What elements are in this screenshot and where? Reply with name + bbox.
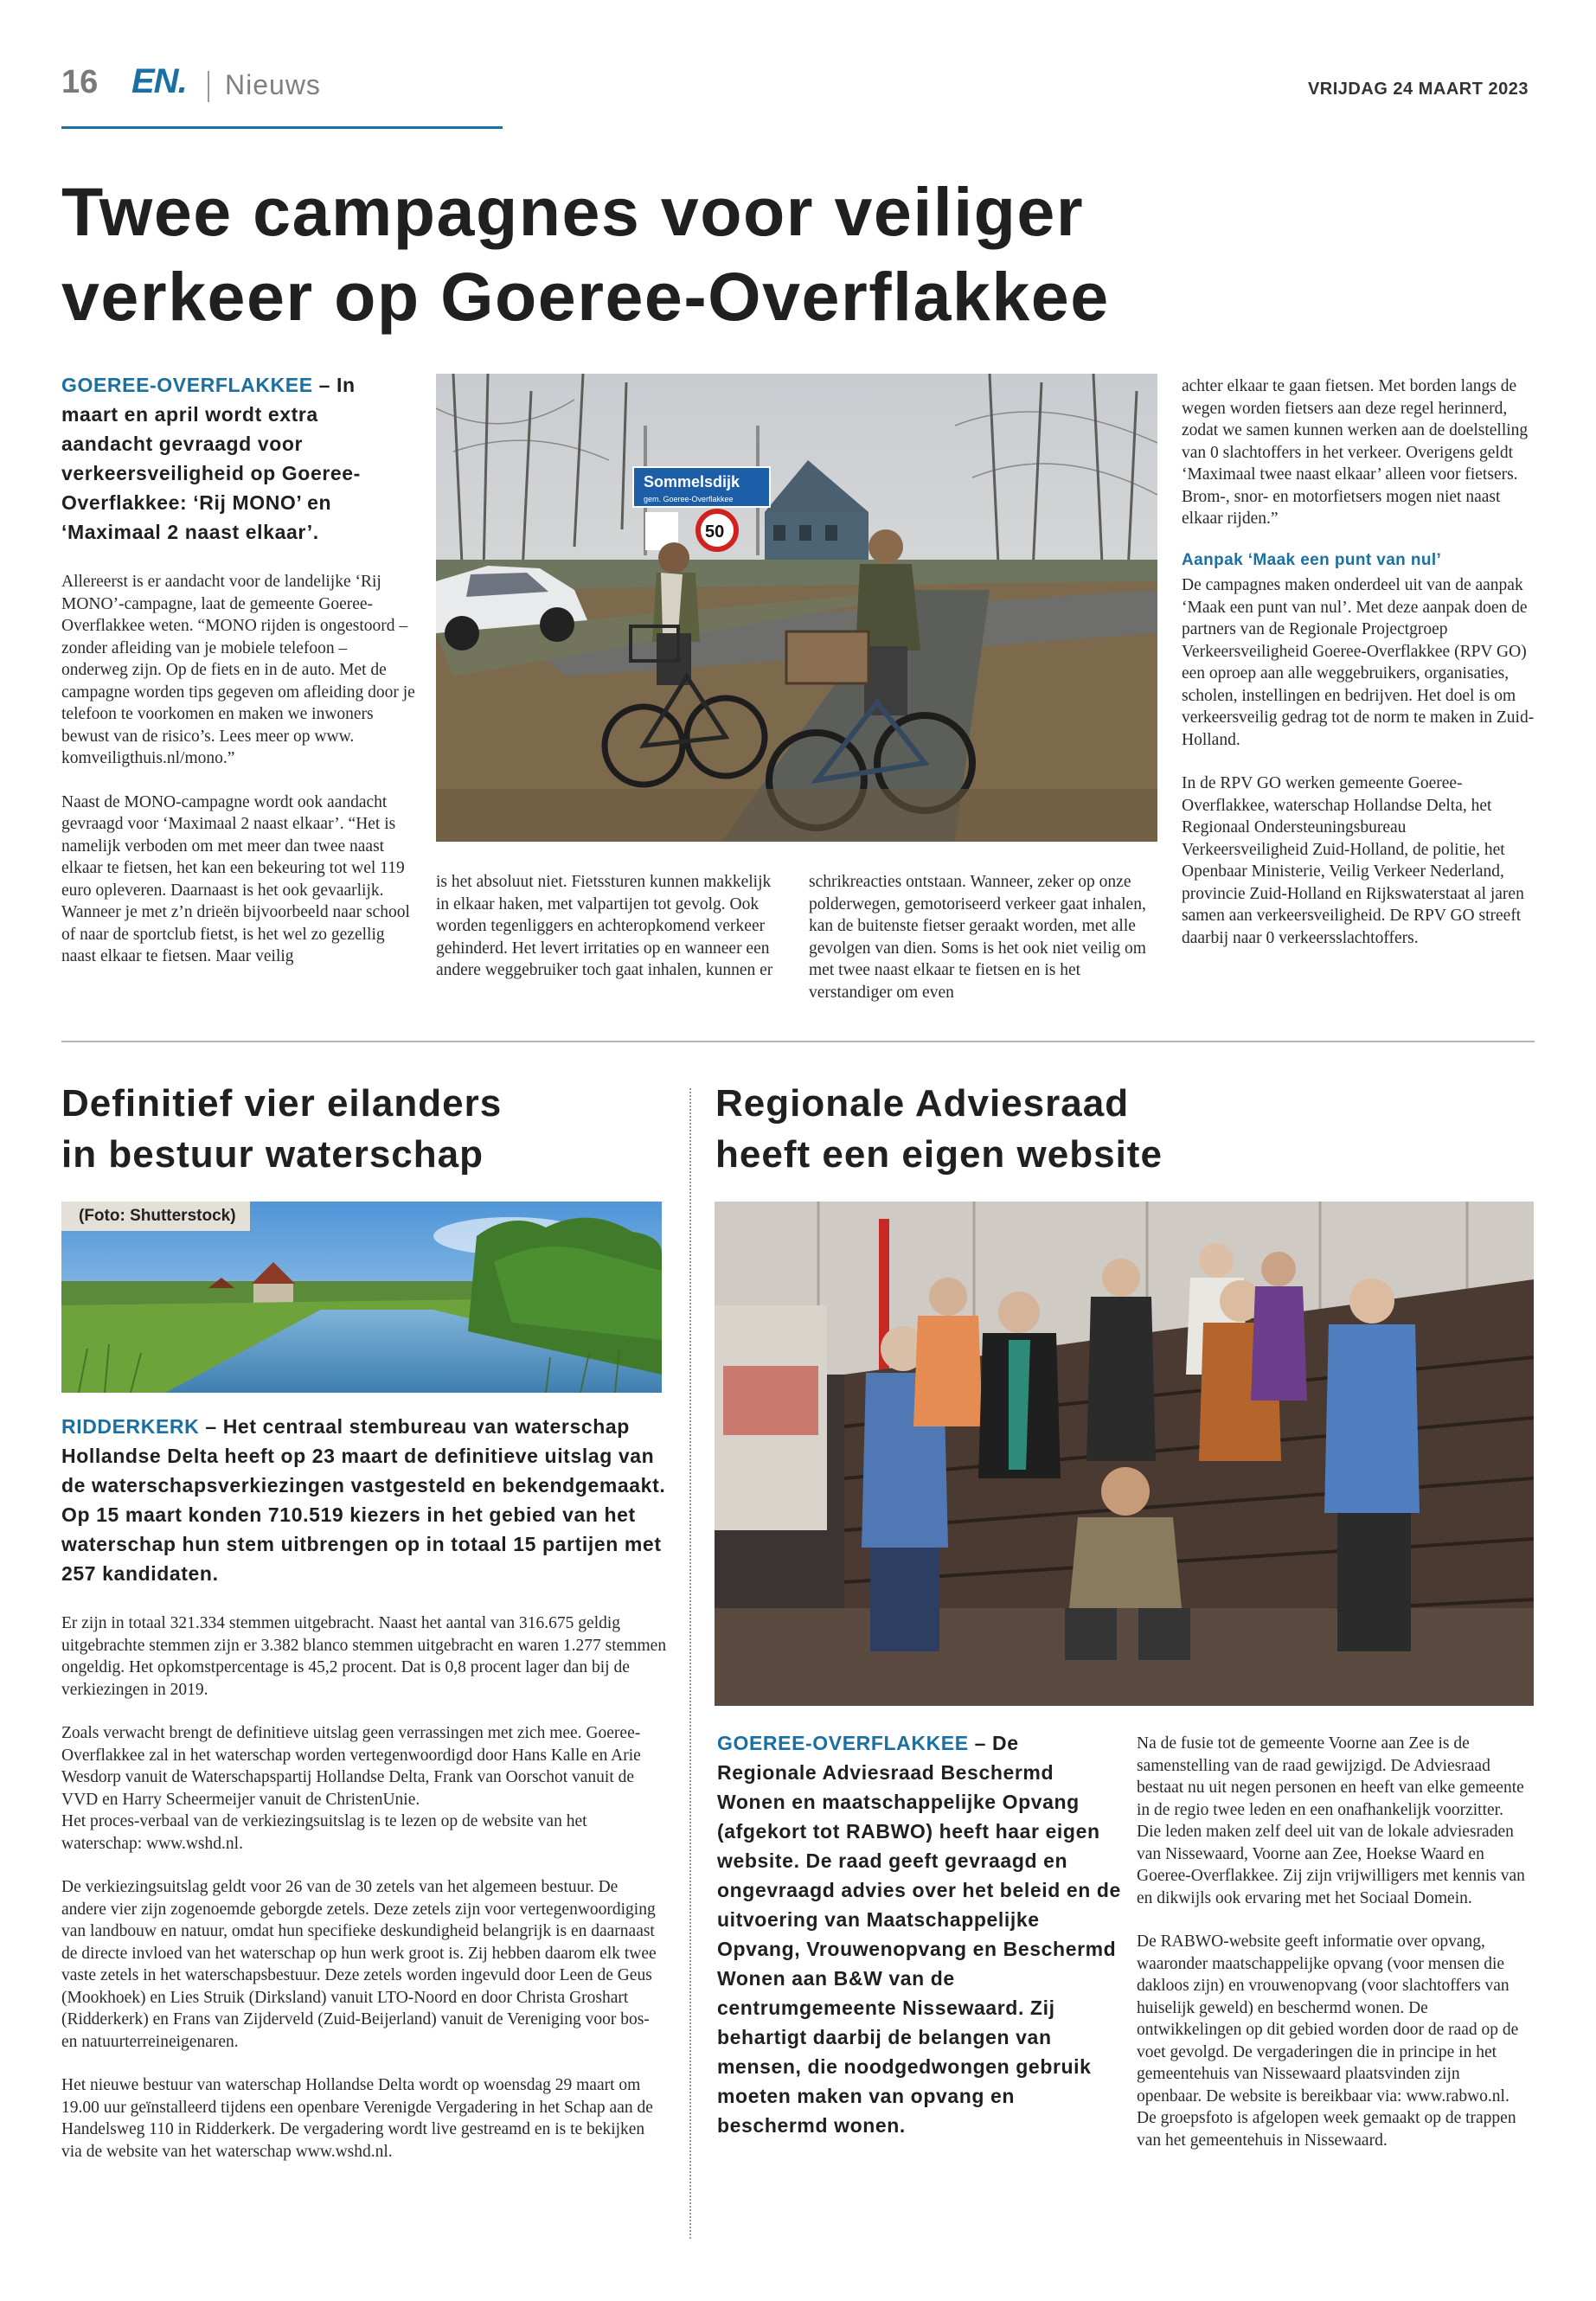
article1-column-1	[61, 571, 416, 990]
paragraph: schrikreacties ontstaan. Wanneer, zeker op onze polderwegen, gemotoriseerd verkeer gaat inhalen, kan de buitenste fietser geraakt worden, met alle gevolgen van dien. Soms is het ook niet veilig om met twee naast elkaar te fietsen en is het verstandiger om even	[809, 873, 1146, 1002]
photo-credit: (Foto: Shutterstock)	[61, 1202, 250, 1231]
paragraph: Zoals verwacht brengt de definitieve uitslag geen verrassingen met zich mee. Goeree-Overflakkee zal in het waterschap worden vertegenwoordigd door Hans Kalle en Arie Wesdorp vanuit de Waterschapspartij Hollandse Delta, Frank van Oorschot vanuit de VVD en Harry Scheermeijer vanuit de ChristenUnie.	[61, 1724, 641, 1809]
paragraph: is het absoluut niet. Fietssturen kunnen makkelijk in elkaar haken, met valpartijen tot gevolg. Ook worden tegenliggers en achteropkomend verkeer gehinderd. Het levert irritaties op en wanneer een andere weggebruiker toch gaat inhalen, kunnen er	[436, 873, 773, 979]
article3-body	[1137, 1733, 1526, 2173]
paragraph: De campagnes maken onderdeel uit van de aanpak ‘Maak een punt van nul’. Met deze aanpak doen de partners van de Regionale Projectgroep Verkeersveiligheid Goeree-Overflakkee (RPV GO) een oproep aan alle weggebruikers, organisaties, scholen, instellingen en bedrijven. Het doel is om verkeersveilig gedrag tot de norm te maken in Zuid-Holland.	[1182, 576, 1535, 749]
headline-line: Twee campagnes voor veiliger	[61, 173, 1085, 250]
lead-text: – Het centraal stembureau van waterschap Hollandse Delta heeft op 23 maart de definitieve uitslag van de waterschapsverkiezingen vastgesteld en bekendgemaakt. Op 15 maart konden 710.519 kiezers in het gebied van het waterschap hun stem uitbrengen op in totaal 15 partijen met 257 kandidaten.	[61, 1415, 666, 1585]
paragraph: achter elkaar te gaan fietsen. Met borden langs de wegen worden fietsers aan deze regel herinnerd, zodat we samen kunnen werken aan de doelstelling van 0 slachtoffers in het verkeer. Overigens geldt ‘Maximaal twee naast elkaar’ alleen voor fietsers. Brom-, snor- en motorfietsers mogen niet naast elkaar rijden.”	[1182, 377, 1529, 528]
group-photo	[715, 1202, 1534, 1706]
article3-headline	[715, 1078, 1529, 1180]
speed-limit-label: 50	[705, 522, 725, 542]
article1-lead	[61, 370, 407, 547]
paragraph: De verkiezingsuitslag geldt voor 26 van de 30 zetels van het algemeen bestuur. De andere vier zijn zogenoemde geborgde zetels. Deze zetels zijn voor vertegenwoordiging van landbouw en natuur, omdat hun specifieke deskundigheid belangrijk is en daarnaast de directe invloed van het waterschap op hun werk groot is. Zij hebben daarom elk twee vaste zetels in het waterschapsbestuur. Deze zetels worden ingevuld door Leen de Geus (Mookhoek) en Lies Struik (Dirksland) vanuit LTO-Noord en door Christa Groshart (Ridderkerk) en Frans van Zijderveld (Zuid-Beijerland) vanuit de Vereniging voor bos- en natuurterreineigenaren.	[61, 1878, 657, 2051]
dateline: GOEREE-OVERFLAKKEE	[61, 374, 313, 396]
paragraph: Het nieuwe bestuur van waterschap Hollandse Delta wordt op woensdag 29 maart om 19.00 uur geïnstalleerd tijdens een openbare Verenigde Vergadering in het Schap aan de Handelsweg 110 in Ridderkerk. De vergadering wordt live gestreamd en is te bekijken via de website van het waterschap www.wshd.nl.	[61, 2076, 653, 2161]
section-label: Nieuws	[225, 69, 321, 100]
article2-lead	[61, 1412, 667, 1588]
page-number: 16	[61, 64, 99, 100]
masthead-rule	[61, 126, 503, 129]
subheading: Aanpak ‘Maak een punt van nul’	[1182, 550, 1442, 569]
dateline: RIDDERKERK	[61, 1415, 200, 1438]
sign-town-name: Sommelsdijk	[644, 473, 740, 490]
article1-column-4	[1182, 375, 1536, 971]
paragraph: Na de fusie tot de gemeente Voorne aan Zee is de samenstelling van de raad gewijzigd. De Adviesraad bestaat nu uit negen personen en heeft van elke gemeente in de regio twee leden en een onafhankelijk voorzitter. Die leden maken zelf deel uit van de lokale adviesraden van Nissewaard, Voorne aan Zee, Hoekse Waard en Goeree-Overflakkee. Zij zijn vrijwilligers met kennis van en dikwijls ook ervaring met het Sociaal Domein.	[1137, 1734, 1525, 1907]
paragraph: Het proces-verbaal van de verkiezingsuitslag is te lezen op de website van het waterschap: www.wshd.nl.	[61, 1812, 587, 1853]
section-divider	[61, 1041, 1535, 1042]
article3-lead	[717, 1728, 1124, 2140]
headline-line: in bestuur waterschap	[61, 1133, 484, 1176]
sign-municipality: gem. Goeree-Overflakkee	[644, 495, 734, 503]
article2-body	[61, 1612, 667, 2184]
paragraph: Er zijn in totaal 321.334 stemmen uitgebracht. Naast het aantal van 316.675 geldig uitgebrachte stemmen zijn er 3.382 blanco stemmen uitgebracht en waren 1.277 stemmen ongeldig. Het opkomstpercentage is 45,2 procent. Dat is 0,8 procent lager dan bij de verkiezingen in 2019.	[61, 1614, 667, 1699]
paragraph: Naast de MONO-campagne wordt ook aandacht gevraagd voor ‘Maximaal 2 naast elkaar’. “Het is namelijk verboden om met meer dan twee naast elkaar te fietsen, het kan een bekeuring tot wel 119 euro opleveren. Daarnaast is het ook gevaarlijk. Wanneer je met z’n drieën bijvoorbeeld naar school of naar de sportclub fietst, is het wel zo gezellig naast elkaar te fietsen. Maar veilig	[61, 792, 410, 965]
dateline: GOEREE-OVERFLAKKEE	[717, 1732, 969, 1754]
landscape-photo	[61, 1202, 662, 1393]
headline-line: Definitief vier eilanders	[61, 1082, 503, 1125]
article2-headline	[61, 1078, 667, 1180]
paragraph: In de RPV GO werken gemeente Goeree-Overflakkee, waterschap Hollandse Delta, het Regionaal Ondersteuningsbureau Verkeersveiligheid Zuid-Holland, de politie, het Openbaar Ministerie, Veilig Verkeer Nederland, provincie Zuid-Holland en Rijkswaterstaat al jaren samen aan verkeersveiligheid. De RPV GO streeft daarbij naar 0 verkeersslachtoffers.	[1182, 774, 1524, 947]
article1-column-2	[436, 871, 786, 1003]
paragraph: De RABWO-website geeft informatie over opvang, waaronder maatschappelijke opvang (voor mensen die dakloos zijn) en vrouwenopvang (voor slachtoffers van huiselijk geweld) en beschermd wonen. De ontwikkelingen op dit gebied worden door de raad op de voet gevolgd. De vergaderingen die in principe in het gemeentehuis van Nissewaard plaatsvinden zijn openbaar. De website is bereikbaar via: www.rabwo.nl. De groepsfoto is afgelopen week gemaakt op de trappen van het gemeentehuis in Nissewaard.	[1137, 1932, 1519, 2150]
brand-logo: EN.	[131, 62, 187, 100]
lead-text: – In maart en april wordt extra aandacht gevraagd voor verkeersveiligheid op Goeree-Overflakkee: ‘Rij MONO’ en ‘Maximaal 2 naast elkaar’.	[61, 374, 361, 543]
cyclists-photo	[436, 374, 1157, 842]
headline-line: heeft een eigen website	[715, 1133, 1163, 1176]
masthead-divider	[208, 71, 209, 102]
headline-line: Regionale Adviesraad	[715, 1082, 1130, 1125]
article1-column-3	[809, 871, 1159, 1025]
article1-headline	[61, 170, 1532, 339]
headline-line: verkeer op Goeree-Overflakkee	[61, 258, 1110, 335]
column-divider	[689, 1088, 691, 2239]
issue-date: VRIJDAG 24 MAART 2023	[1307, 80, 1529, 99]
lead-text: – De Regionale Adviesraad Beschermd Wonen en maatschappelijke Opvang (afgekort tot RABWO) heeft haar eigen website. De raad geeft gevraagd en ongevraagd advies over het beleid en de uitvoering van Maatschappelijke Opvang, Vrouwenopvang en Beschermd Wonen aan B&W van de centrumgemeente Nissewaard. Zij behartigt daarbij de belangen van mensen, die noodgedwongen gebruik moeten maken van opvang en beschermd wonen.	[717, 1732, 1121, 2137]
paragraph: Allereerst is er aandacht voor de landelijke ‘Rij MONO’-campagne, laat de gemeente Goeree-Overflakkee weten. “MONO rijden is ongestoord – zonder afleiding van je mobiele telefoon – onderweg zijn. Op de fiets en in de auto. Met de campagne worden tips gegeven om afleiding door je telefoon te voorkomen en maken we inwoners bewust van de risico’s. Lees meer op www. komveiligthuis.nl/mono.”	[61, 573, 415, 767]
